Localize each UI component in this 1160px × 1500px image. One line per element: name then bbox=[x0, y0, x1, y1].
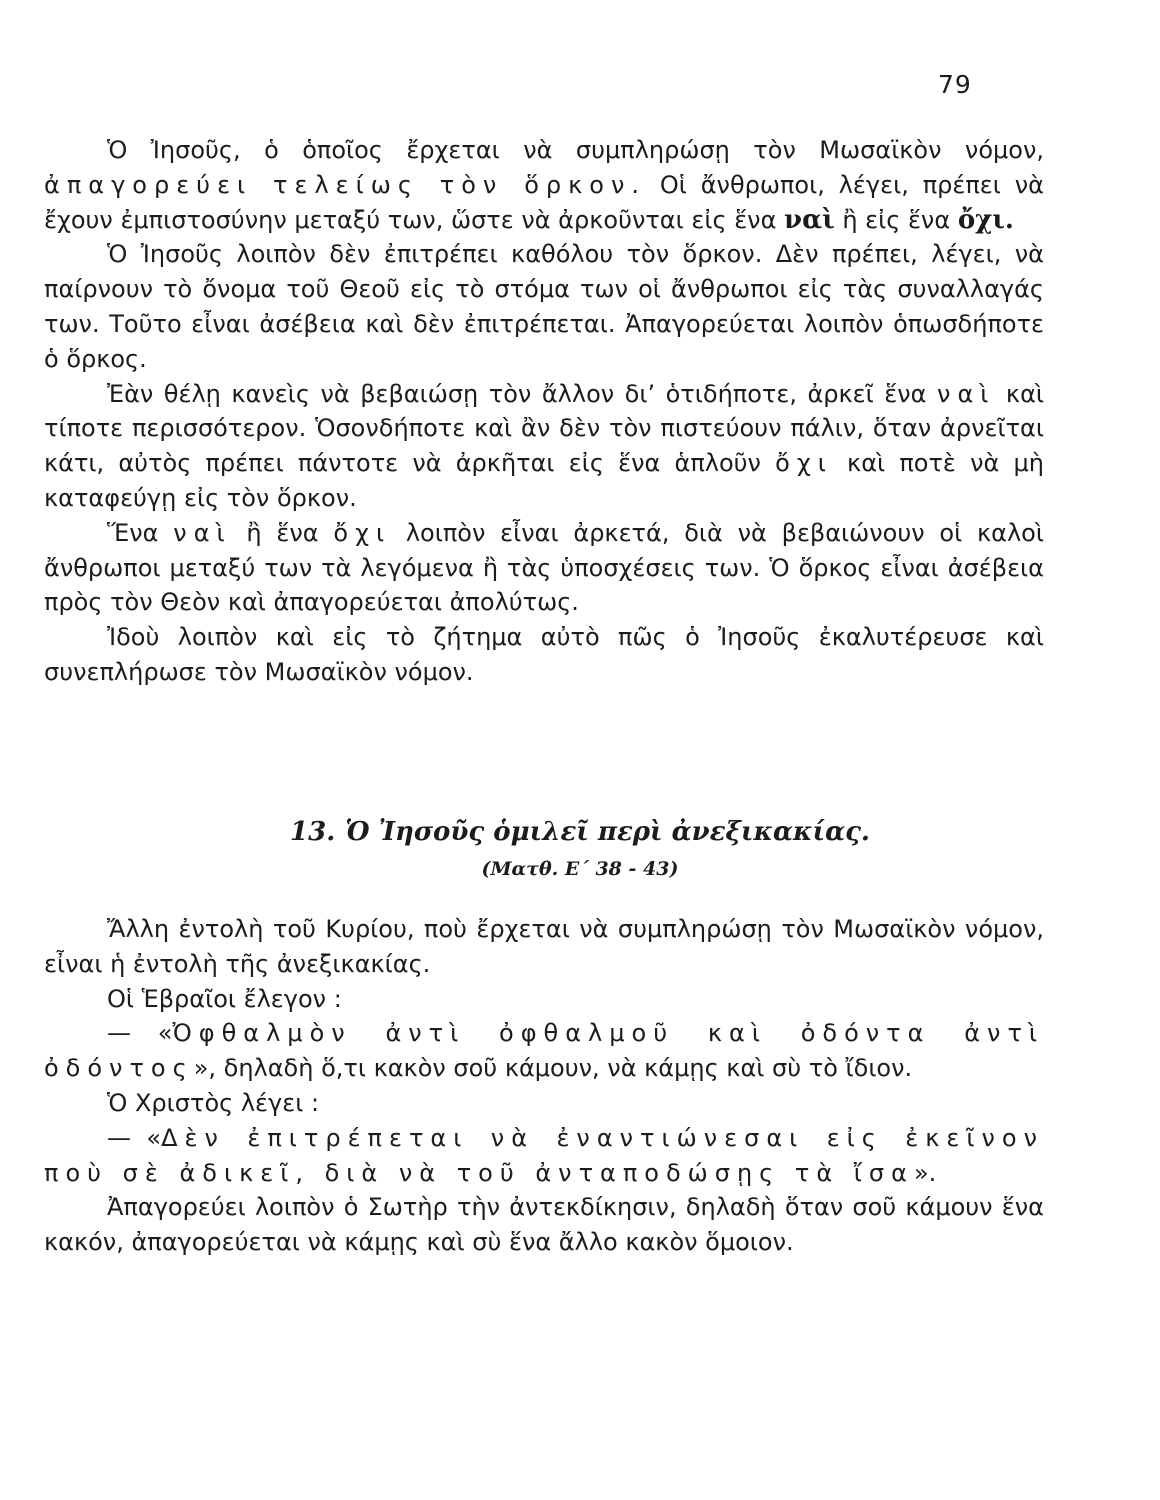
paragraph-forbearance-intro: Ἄλλη ἐντολὴ τοῦ Κυρίου, ποὺ ἔρχεται νὰ συμπληρώσῃ τὸν Μωσαϊκὸν νόμον, εἶναι ἡ ἐντολὴ τῆς ἀνεξικακίας. bbox=[44, 915, 1044, 978]
spaced-emphasis: ἀπαγορεύει τελείως τὸν ὅρκον. bbox=[44, 170, 646, 199]
spaced-quote: Δὲν ἐπιτρέπεται νὰ ἐναντιώνεσαι εἰς ἐκεῖνον ποὺ σὲ ἀδικεῖ, διὰ νὰ τοῦ ἀνταποδώσῃς τὰ ἴσα bbox=[44, 1123, 1045, 1187]
section-title: Ὁ Ἰησοῦς ὁμιλεῖ περὶ ἀνεξικακίας. bbox=[345, 817, 870, 847]
spaced-quote: Ὀφθαλμὸν ἀντὶ ὀφθαλμοῦ καὶ ὀδόντα ἀντὶ ὀδόντος bbox=[44, 1019, 1045, 1083]
bold-emphasis-no: ὄχι. bbox=[957, 204, 1014, 235]
text-run: Ἕνα bbox=[107, 518, 159, 547]
paragraph-yes-suffices bbox=[44, 377, 1044, 516]
bold-emphasis-yes: ναὶ bbox=[784, 204, 835, 235]
paragraph-oath-impiety: Ὁ Ἰησοῦς λοιπὸν δὲν ἐπιτρέπει καθόλου τὸν ὅρκον. Δὲν πρέπει, λέγει, νὰ παίρνουν τὸ ὄνομα τοῦ Θεοῦ εἰς τὸ στόμα των οἱ ἄνθρωποι εἰς τὰς συναλλαγάς των. Τοῦτο εἶναι ἀσέβεια καὶ δὲν ἐπιτρέπεται. Ἀπαγορεύεται λοιπὸν ὁπωσδήποτε ὁ ὅρκος. bbox=[44, 240, 1044, 373]
paragraph-oath-prohibition bbox=[44, 133, 1044, 237]
text-run: », δηλαδὴ ὅ,τι κακὸν σοῦ κάμουν, νὰ κάμῃς καὶ σὺ τὸ ἴδιον. bbox=[193, 1054, 913, 1083]
paragraph-conclusion: Ἰδοὺ λοιπὸν καὶ εἰς τὸ ζήτημα αὐτὸ πῶς ὁ Ἰησοῦς ἐκαλυτέρευσε καὶ συνεπλήρωσε τὸν Μωσαϊκὸν νόμον. bbox=[44, 623, 1044, 686]
paragraph-christ-says: Ὁ Χριστὸς λέγει : bbox=[107, 1088, 320, 1117]
text-run: καὶ τίποτε περισσότερον. Ὁσονδήποτε καὶ ἂν δὲν τὸν πιστεύουν πάλιν, ὅταν ἀρνεῖται κάτι, αὐτὸς πρέπει πάντοτε νὰ ἀρκῆται εἰς ἕνα ἁπλοῦν bbox=[44, 379, 1045, 478]
section-heading bbox=[0, 812, 1160, 852]
text-run: — « bbox=[107, 1123, 162, 1152]
paragraph-revenge-forbidden: Ἀπαγορεύει λοιπὸν ὁ Σωτὴρ τὴν ἀντεκδίκησιν, δηλαδὴ ὅταν σοῦ κάμουν ἕνα κακόν, ἀπαγορεύεται νὰ κάμῃς καὶ σὺ ἕνα ἄλλο κακὸν ὅμοιον. bbox=[44, 1193, 1044, 1257]
text-run: — « bbox=[107, 1019, 173, 1048]
section-number: 13. bbox=[290, 817, 336, 847]
section-1-body bbox=[44, 133, 1044, 690]
spaced-emphasis: ναὶ bbox=[173, 518, 232, 547]
spaced-emphasis: ὄχι bbox=[775, 449, 833, 478]
text-run: λοιπὸν εἶναι ἀρκετά, διὰ νὰ βεβαιώνουν οἱ καλοὶ ἄνθρωποι μεταξύ των τὰ λεγόμενα ἢ τὰς ὑποσχέσεις των. Ὁ ὅρκος εἶναι ἀσέβεια πρὸς τὸν Θεὸν καὶ ἀπαγορεύεται ἀπολύτως. bbox=[44, 518, 1044, 617]
text-run: Οἱ ἄνθρωποι, λέγει, πρέπει νὰ ἔχουν ἐμπιστοσύνην μεταξύ των, ὥστε νὰ ἀρκοῦνται εἰς ἕνα bbox=[44, 170, 1044, 234]
spaced-emphasis: ναὶ bbox=[937, 379, 996, 408]
spaced-emphasis: ὄχι bbox=[333, 518, 392, 547]
text-run: ἢ εἰς ἕνα bbox=[842, 205, 951, 234]
text-run: Ἐὰν θέλῃ κανεὶς νὰ βεβαιώσῃ τὸν ἄλλον δι’ ὁτιδήποτε, ἀρκεῖ ἕνα bbox=[107, 379, 927, 408]
text-run: καὶ ποτὲ νὰ μὴ καταφεύγῃ εἰς τὸν ὅρκον. bbox=[44, 449, 1044, 512]
text-run: Ὁ Ἰησοῦς, ὁ ὁποῖος ἔρχεται νὰ συμπληρώσῃ τὸν Μωσαϊκὸν νόμον, bbox=[107, 136, 1044, 164]
page-number: 79 bbox=[938, 70, 972, 99]
text-run: ». bbox=[913, 1158, 937, 1187]
section-citation: (Ματθ. Ε΄ 38 - 43) bbox=[481, 858, 679, 880]
paragraph-eye-for-eye bbox=[44, 1016, 1044, 1086]
text-run: ἢ ἕνα bbox=[246, 518, 319, 547]
paragraph-yes-or-no bbox=[44, 516, 1044, 620]
paragraph-hebrews-said: Οἱ Ἑβραῖοι ἔλεγον : bbox=[107, 984, 342, 1013]
section-2-body bbox=[44, 912, 1044, 1260]
paragraph-christ-quote bbox=[44, 1121, 1044, 1191]
